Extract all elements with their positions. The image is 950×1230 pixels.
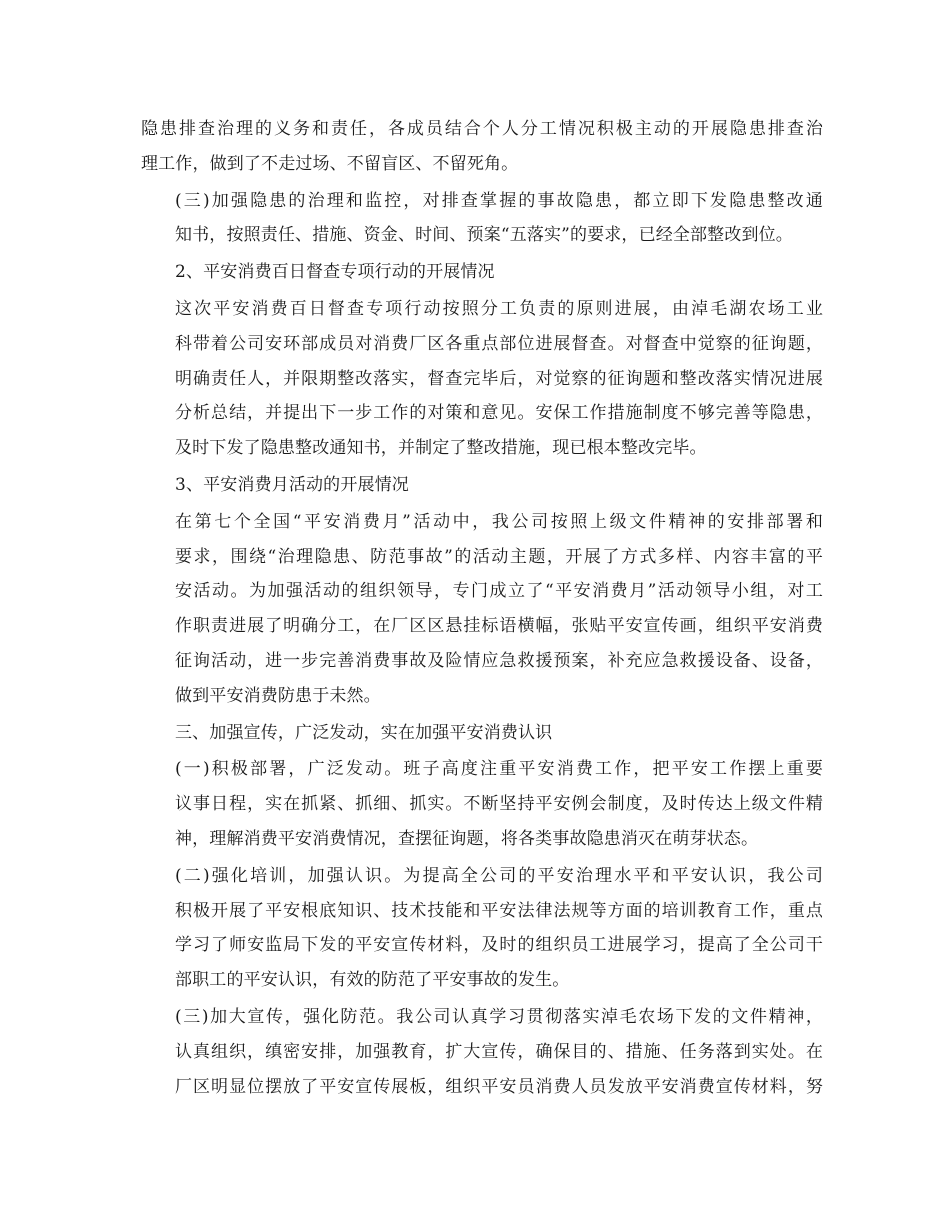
paragraph-line: 议事日程，实在抓紧、抓细、抓实。不断坚持平安例会制度，及时传达上级文件精 [175, 794, 823, 815]
paragraph-line: 隐患排查治理的义务和责任，各成员结合个人分工情况积极主动的开展隐患排查治 [141, 119, 823, 139]
paragraph-line: 三、加强宣传，广泛发动，实在加强平安消费认识 [175, 722, 553, 743]
paragraph-line: 做到平安消费防患于未然。 [175, 685, 381, 706]
paragraph-line: 厂区明显位摆放了平安宣传展板，组织平安员消费人员发放平安消费宣传材料，努 [175, 1076, 823, 1097]
paragraph-line: 学习了师安监局下发的平安宣传材料，及时的组织员工进展学习，提高了全公司干 [175, 935, 823, 956]
paragraph-line: (三)加大宣传，强化防范。我公司认真学习贯彻落实淖毛农场下发的文件精神， [175, 1006, 823, 1027]
paragraph-line: 2、平安消费百日督查专项行动的开展情况 [175, 262, 495, 283]
document-paragraph [141, 752, 823, 856]
document-paragraph [141, 859, 823, 998]
paragraph-line: 理工作，做到了不走过场、不留盲区、不留死角。 [141, 153, 519, 174]
paragraph-line: 认真组织，缜密安排，加强教育，扩大宣传，确保目的、措施、任务落到实处。在 [175, 1041, 823, 1062]
paragraph-line: 积极开展了平安根底知识、技术技能和平安法律法规等方面的培训教育工作，重点 [175, 900, 823, 921]
paragraph-line: 这次平安消费百日督查专项行动按照分工负责的原则进展，由淖毛湖农场工业 [175, 298, 823, 319]
paragraph-line: 神，理解消费平安消费情况，查摆征询题，将各类事故隐患消灭在萌芽状态。 [175, 828, 759, 849]
paragraph-line: 3、平安消费月活动的开展情况 [175, 474, 409, 495]
document-paragraph [141, 184, 823, 254]
paragraph-line: 部职工的平安认识，有效的防范了平安事故的发生。 [175, 970, 570, 991]
paragraph-line: (三)加强隐患的治理和监控，对排查掌握的事故隐患，都立即下发隐患整改通 [175, 190, 823, 211]
paragraph-line: 作职责进展了明确分工，在厂区区悬挂标语横幅，张贴平安宣传画，组织平安消费 [175, 616, 823, 637]
document-paragraph [141, 112, 823, 182]
document-paragraph [141, 292, 823, 466]
document-paragraph [141, 505, 823, 714]
paragraph-line: (二)强化培训，加强认识。为提高全公司的平安治理水平和平安认识，我公司 [175, 865, 823, 886]
document-paragraph [141, 468, 823, 503]
paragraph-line: 在第七个全国“平安消费月”活动中，我公司按照上级文件精神的安排部署和 [175, 511, 823, 532]
paragraph-line: 要求，围绕“治理隐患、防范事故”的活动主题，开展了方式多样、内容丰富的平 [175, 546, 823, 567]
paragraph-line: 科带着公司安环部成员对消费厂区各重点部位进展督查。对督查中觉察的征询题， [175, 333, 823, 354]
paragraph-line: 及时下发了隐患整改通知书，并制定了整改措施，现已根本整改完毕。 [175, 438, 707, 459]
paragraph-line: 安活动。为加强活动的组织领导，专门成立了“平安消费月”活动领导小组，对工 [175, 581, 823, 602]
document-paragraph [141, 1000, 823, 1104]
paragraph-line: 分析总结，并提出下一步工作的对策和意见。安保工作措施制度不够完善等隐患， [175, 403, 823, 424]
paragraph-line: 知书，按照责任、措施、资金、时间、预案“五落实”的要求，已经全部整改到位。 [175, 225, 793, 246]
paragraph-line: 明确责任人，并限期整改落实，督查完毕后，对觉察的征询题和整改落实情况进展 [175, 368, 823, 389]
document-body [141, 112, 823, 1106]
paragraph-line: 征询活动，进一步完善消费事故及险情应急救援预案，补充应急救援设备、设备， [175, 650, 823, 671]
paragraph-line: (一)积极部署，广泛发动。班子高度注重平安消费工作，把平安工作摆上重要 [175, 759, 823, 780]
document-paragraph [141, 255, 823, 290]
document-paragraph [141, 716, 823, 751]
